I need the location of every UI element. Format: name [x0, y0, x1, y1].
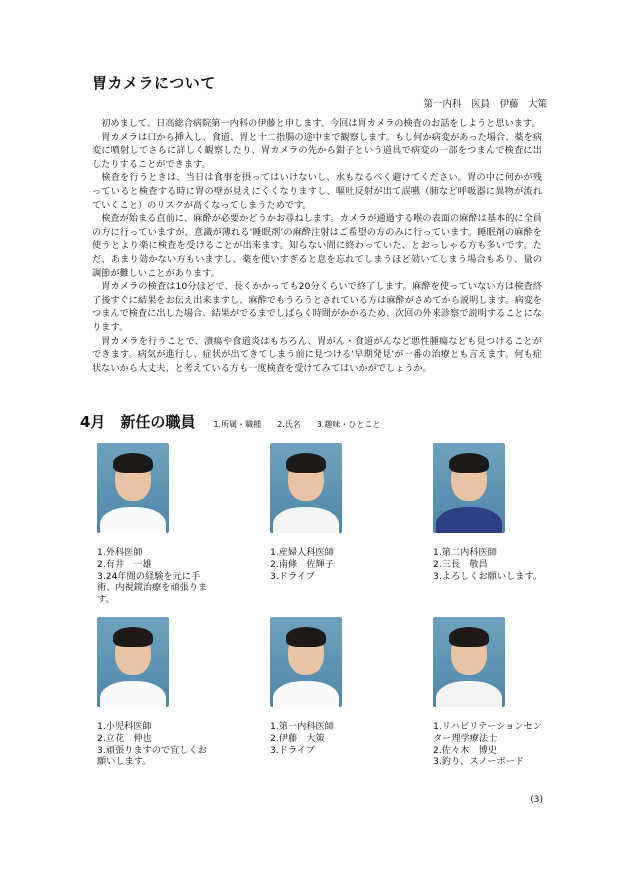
article-paragraph: 初めまして。日高総合病院第一内科の伊藤と申します。今回は胃カメラの検査のお話をしようと思います。	[101, 118, 541, 129]
staff-caption: 1.第二内科医師 2.三長 敬昌 3.よろしくお願いします。	[433, 547, 543, 582]
staff-photo	[97, 617, 169, 707]
staff-photo	[433, 443, 505, 533]
staff-card	[433, 443, 563, 582]
article-title: 胃カメラについて	[92, 74, 216, 92]
staff-caption: 1.産婦人科医師 2.南條 佐輝子 3.ドライブ	[270, 547, 334, 582]
article-paragraph: 検査を行うときは、当日は食事を摂ってはいけないし、水もなるべく避けてください。胃の中に何かが残っていると検査する時に胃の壁が見えにくくなりますし、嘔吐反射が出て誤嚥（肺など呼吸器に異物が流れていくこと）のリスクが高くなってしまうためです。	[92, 172, 542, 211]
staff-caption: 1.第一内科医師 2.伊藤 大策 3.ドライブ	[270, 721, 334, 756]
staff-section-title: 4月 新任の職員	[80, 413, 196, 431]
page-number: (3)	[530, 795, 543, 805]
article-author: 第一内科 医員 伊藤 大策	[423, 99, 547, 110]
article-paragraph: 胃カメラを行うことで、潰瘍や食道炎はもちろん、胃がん・食道がんなど悪性腫瘍なども見つけることができます。病気が進行し、症状が出てきてしまう前に見つける‘早期発見’が一番の治療とも言えます。何も症状ないから大丈夫、と考えている方も一度検査を受けてみてはいかがでしょうか。	[92, 335, 542, 374]
article-paragraph: 胃カメラは口から挿入し、食道、胃と十二指腸の途中まで観察します。もし何か病変があった場合、薬を病変に噴射してさらに詳しく観察したり、胃カメラの先から鉗子という道具で病変の一部をつまんで検査に出したりすることができます。	[92, 131, 542, 170]
article-paragraph: 検査が始まる直前に、麻酔が必要かどうかお尋ねします。カメラが通過する喉の表面の麻酔は基本的に全員の方に行っていますが、意識が薄れる‘睡眠剤’の麻酔注射はご希望の方のみに行っています。睡眠剤の麻酔を使うとより楽に検査を受けることが出来ます。知らない間に終わっていた、とおっしゃる方も多いです。ただ、あまり効かない方もいますし、薬を使いすぎると息を忘れてしまうほど効いてしまう場合もあり、量の調節が難しいことがあります。	[92, 213, 542, 279]
staff-card	[97, 617, 227, 768]
staff-card	[270, 443, 400, 582]
staff-caption: 1.小児科医師 2.立花 伸也 3.頑張りますので宜しくお願いします。	[97, 721, 207, 768]
staff-card	[97, 443, 227, 606]
staff-section-legend: 1.所属・職種 2.氏名 3.趣味・ひとこと	[213, 420, 381, 429]
staff-photo	[97, 443, 169, 533]
staff-photo	[270, 617, 342, 707]
staff-caption: 1.外科医師 2.有井 一雄 3.24年間の経験を元に手術、内視鏡治療を頑張ります。	[97, 547, 208, 606]
staff-photo	[270, 443, 342, 533]
article-body	[92, 117, 542, 375]
staff-section-header	[80, 411, 380, 432]
staff-photo	[433, 617, 505, 707]
staff-caption: 1.リハビリテーションセンター理学療法士 2.佐々木 博史 3.釣り、スノーボード	[433, 721, 542, 768]
staff-card	[270, 617, 400, 756]
staff-card	[433, 617, 563, 768]
article-paragraph: 胃カメラの検査は10分ほどで、長くかかっても20分くらいで終了します。麻酔を使っていない方は検査終了後すぐに結果をお伝え出来ますし、麻酔でもうろうとされている方は麻酔がさめてから説明します。病変をつまんで検査に出した場合、結果がでるまでしばらく時間がかかるため、次回の外来診察で説明することになります。	[92, 281, 542, 333]
